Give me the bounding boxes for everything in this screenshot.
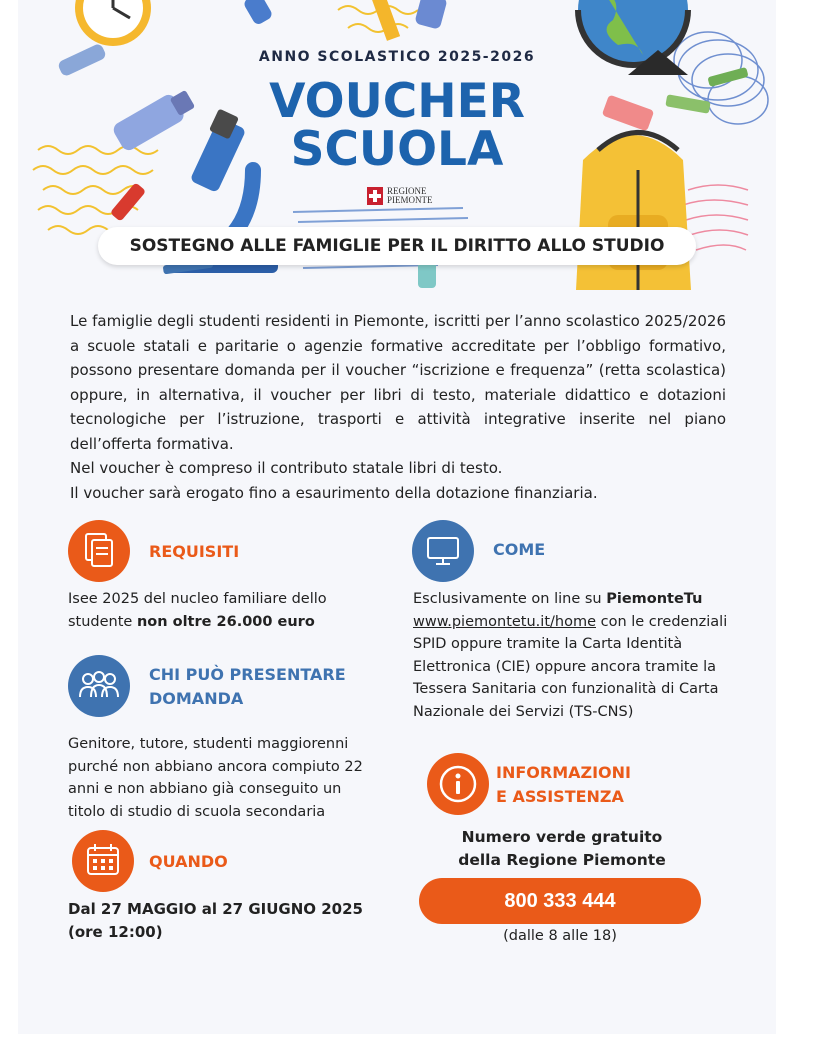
red-marker-icon bbox=[110, 182, 146, 222]
requisiti-text: Isee 2025 del nucleo familiare dello studente non oltre 26.000 euro bbox=[68, 591, 327, 630]
come-heading: COME bbox=[493, 540, 546, 559]
teal-marker-icon bbox=[418, 262, 436, 288]
regione-piemonte-logo bbox=[367, 187, 447, 207]
blue-tube-icon bbox=[242, 0, 273, 26]
chi-heading: CHI PUÒ PRESENTARE DOMANDA bbox=[149, 665, 346, 708]
phone-number-button[interactable]: 800 333 444 bbox=[419, 878, 701, 924]
chi-text: Genitore, tutore, studenti maggiorenni purché non abbiano ancora compiuto 22 anni e non abbiano già conseguito un titolo di studio di scuola secondaria bbox=[68, 736, 363, 820]
flyer-page bbox=[18, 0, 776, 1034]
intro-text bbox=[70, 309, 726, 505]
people-group-icon bbox=[68, 655, 130, 717]
come-text: Esclusivamente on line su PiemonteTu www.piemontetu.it/home con le credenziali SPID oppure tramite la Carta Identità Elettronica (CIE) oppure ancora tramite la Tessera Sanitaria con funzionalità di Carta Nazionale dei Servizi (TS-CNS) bbox=[413, 591, 728, 720]
info-heading: INFORMAZIONI E ASSISTENZA bbox=[496, 763, 631, 806]
quando-dates: Dal 27 MAGGIO al 27 GIUGNO 2025 (ore 12:00) bbox=[68, 900, 363, 941]
numero-verde-label: Numero verde gratuito della Regione Piemonte bbox=[458, 828, 666, 869]
monitor-icon bbox=[412, 520, 474, 582]
phone-hours: (dalle 8 alle 18) bbox=[503, 928, 617, 944]
requisiti-heading: REQUISITI bbox=[149, 542, 240, 561]
piemonte-shield-icon bbox=[367, 187, 383, 205]
piemontetu-link[interactable]: www.piemontetu.it/home bbox=[413, 613, 596, 630]
requisiti-limit: non oltre 26.000 euro bbox=[136, 613, 315, 630]
piemontetu-brand: PiemonteTu bbox=[606, 591, 703, 607]
info-icon bbox=[427, 753, 489, 815]
title-scuola: SCUOLA bbox=[290, 122, 504, 177]
alarm-clock-icon bbox=[75, 0, 151, 46]
documents-icon bbox=[68, 520, 130, 582]
intro-contributo: Nel voucher è compreso il contributo statale libri di testo. bbox=[70, 459, 503, 477]
calendar-icon bbox=[72, 830, 134, 892]
quando-heading: QUANDO bbox=[149, 852, 228, 871]
blue-pen-icon bbox=[414, 0, 447, 30]
title-voucher: VOUCHER bbox=[269, 74, 525, 129]
intro-esaurimento: Il voucher sarà erogato fino a esaurimento della dotazione finanziaria. bbox=[70, 483, 598, 502]
school-year-label: ANNO SCOLASTICO 2025-2026 bbox=[258, 49, 536, 65]
yellow-pencil-icon bbox=[370, 0, 400, 41]
intro-paragraph: Le famiglie degli studenti residenti in Piemonte, iscritti per l’anno scolastico 2025/2026 a scuole statali e paritarie o agenzie formative accreditate per l’obbligo formativo, possono presentare domanda per il voucher “iscrizione e frequenza” (retta scolastica) oppure, in alternativa, il voucher per libri di testo, materiale didattico e dotazioni tecnologiche per l’istruzione, trasporti e attività integrative inserite nel piano dell’offerta formativa. bbox=[70, 312, 726, 453]
subtitle-banner: SOSTEGNO ALLE FAMIGLIE PER IL DIRITTO ALLO STUDIO bbox=[98, 227, 696, 265]
logo-text: REGIONE PIEMONTE bbox=[387, 186, 433, 205]
